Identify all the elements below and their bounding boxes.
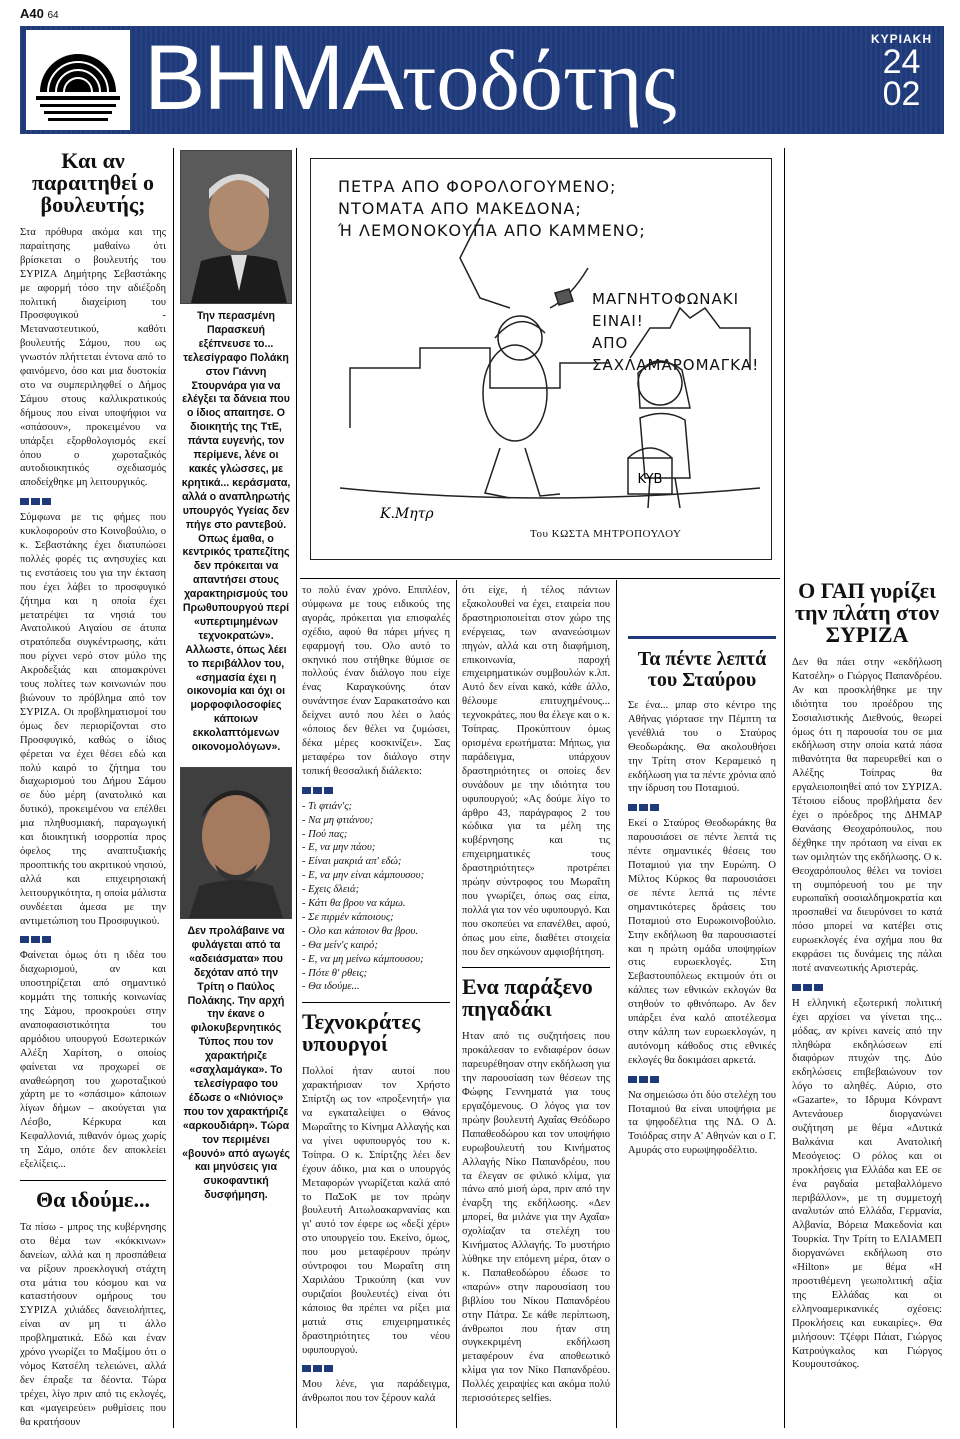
- column-rule: [456, 580, 457, 1428]
- article-paragraph: Να σημειώσω ότι δύο στελέχη του Ποταμιού θα είναι υποψήφια με τα ψηφοδέλτια της ΝΔ. Ο Δ. Τσιόδρας στην Α' Αθηνών και ο Γ. Αμυράς στο ευρωψηφοδέλτιο.: [628, 1089, 776, 1157]
- portrait-icon: [181, 151, 291, 303]
- portrait-icon: [181, 768, 291, 918]
- column-rule: [784, 148, 785, 1428]
- column-left: [20, 150, 166, 1430]
- article-paragraph: Σε ένα... μπαρ στο κέντρο της Αθήνας γιόρτασε την Πέμπτη τα γενέθλιά του ο Σταύρος Θεοδωράκης. Θα ακολουθήσει την Τρίτη στον Κεραμεικό η εκδήλωση για τα πέντε χρόνια από την ίδρυση του Ποταμιού.: [628, 700, 776, 795]
- column-rule: [173, 148, 174, 1428]
- article-heading: Ο ΓΑΠ γυρίζει την πλάτη στον ΣΥΡΙΖΑ: [794, 578, 940, 647]
- portrait-photo: [180, 150, 292, 304]
- masthead: [20, 26, 944, 134]
- masthead-title: ΒΗΜΑτοδότης: [144, 27, 677, 129]
- portrait-photo: [180, 767, 292, 919]
- section-separator: [302, 787, 450, 794]
- article-heading: Ενα παράξενο πηγαδάκι: [462, 974, 593, 1022]
- section-separator: [302, 1365, 450, 1372]
- article-heading: Τα πέντε λεπτά του Σταύρου: [628, 636, 776, 699]
- section-separator: [628, 1076, 776, 1083]
- article-heading: Και αν παραιτηθεί ο βουλευτής;: [31, 148, 155, 217]
- article-paragraph: ότι είχε, ή τέλος πάντων εξακολουθεί να έχει, εταιρεία που δραστηριοποιείται στον χώρο της ενέργειας, των ανανεώσιμων πηγών, αλλά και στη διαφήμιση, επικοινωνία, παροχή επιχειρηματικών συμβουλών κ.λπ. Αυτό δεν είναι κακό, κάθε άλλο, θέλουμε επιτυχημένους... τεχνοκράτες, που θα έλεγε και ο κ. Τσίπρας. Προκύπτουν όμως ορισμένα ερωτήματα: Μήπως, για παράδειγμα, υπάρχουν δραστηριότητες οι οποίες δεν συνάδουν με την ιδιότητα του υφυπουργού; «Ας δούμε λίγο το άρθρο 43, παράγραφος 2 του κώδικα για τα μέλη της κυβέρνησης και τις επιχειρηματικές τους δραστηριότητες» προτρέπει πρώην σύντροφος του Μωραΐτη που γνωρίζει, όπως σας είπα, πολλά για τον νέο υφυπουργό. Και που σκοπεύει να επανέλθει, αφού, όπως μου είπε, διαθέτει στοιχεία που δεν σηκώνουν αμφισβήτηση.: [462, 585, 610, 958]
- article-paragraph: Φαίνεται όμως ότι η ιδέα του διαχωρισμού, αν και υποστηρίζεται από σημαντικό κομμάτι της τοπικής κοινωνίας της Σάμου, προσκρούει στην αναποφασιστικότητα του αρμόδιου υπουργού Εσωτερικών Αλέξη Χαρίτση, ο οποίος φαίνεται να προχωρεί σε αναθεώρηση του χωροταξικού χάρτη με το «σπάσιμο» κάποιων λίγων δήμων – ακούγεται για Λέσβο, Κέρκυρα και Κεφαλλονιά, πιθανόν όμως χωρίς τη Σάμο, οπότε δεν αποκλείει εξελίξεις...: [20, 950, 166, 1170]
- article-paragraph: Μου λένε, για παράδειγμα, άνθρωποι που τον ξέρουν καλά: [302, 1379, 450, 1405]
- article-paragraph: το πολύ έναν χρόνο. Επιπλέον, σύμφωνα με τους ειδικούς της αγοράς, πρόκειται για επισφαλές σχέδιο, αφού θα πάρει μήνες η εφαρμογή του. Ολο αυτό το σκηνικό που στήθηκε θύμισε σε πολλούς έναν διάλογο που είχε ένας Καραγκούνης όταν συνάντησε έναν Σαρακατσάνο και δείχνει αυτό που λέει ο λαός «όποιος δεν θέλει να ζυμώσει, δέκα μέρες κοσκινίζει». Σας μεταφέρω τον διάλογο στην τοπική θεσσαλική διάλεκτο:: [302, 585, 450, 777]
- sidebar-column: [180, 150, 292, 1203]
- article-paragraph: Πολλοί ήταν αυτοί που χαρακτήρισαν τον Χρήστο Σπίρτζη ως τον «προξενητή» για να εγκαταλείψει ο Θάνος Μωραΐτης το Κίνημα Αλλαγής και να γίνει υφυπουργός του κ. Τσίπρα. Ο κ. Σπίρτζης λέει δεν έχουν άδικο, μια και ο υπουργός Μεταφορών γνωρίζεται καλά από το ΠαΣοΚ με τον πρώην βουλευτή Αιτωλοακαρνανίας και γι' αυτό τον έφερε ως «δεξί χέρι» στο υπουργείο του. Εκείνο, όμως, που μου μεταφέρουν πρώην σύντροφοι του Μωραΐτη στη Χαριλάου Τρικούπη (και νυν συριζαίοι βουλευτές) είναι ότι κάποιος θα πρέπει να ρίξει μια ματιά στις επιχειρηματικές δραστηριότητες του νέου υφυπουργού.: [302, 1066, 450, 1356]
- cartoon: [300, 150, 780, 575]
- page-number: A40 64: [20, 6, 59, 21]
- column-rule: [296, 148, 297, 1428]
- cartoon-drawing-icon: [310, 158, 770, 558]
- cartoon-bottom-rule: [300, 578, 780, 579]
- column-center-left: [302, 584, 450, 1406]
- sidebar-text: Δεν προλάβαινε να φυλάγεται από τα «αδειάσματα» που δεχόταν από την Τρίτη ο Παύλος Πολάκης. Την αρχή την έκανε ο φιλοκυβερνητικός Τύπος που τον χαρακτήριζε «σαχλαμάγκα». Το τελεσίγραφο του έδωσε ο «Νιόνιος» που τον χαρακτήριζε «αρκουδιάρη». Τώρα τον περιμένει «βουνό» από αγωγές και μηνύσεις για συκοφαντική δυσφήμηση.: [182, 925, 290, 1202]
- article-paragraph: Στα πρόθυρα ακόμα και της παραίτησης μαθαίνω ότι βρίσκεται ο βουλευτής του ΣΥΡΙΖΑ Δημήτρης Σεβαστάκης με αφορμή τόσο την αδιέξοδη πολιτική διαχείριση του Προσφυγικού - Μεταναστευτικού, καθότι βουλευτής Σάμου, που ως γνωστόν πλήττεται έντονα από το φαινόμενο, όσο και μια δυστοκία στο να συμπεριληφθεί ο Δήμος Σάμου στους καλλικρατικούς δήμους που είναι υποψήφιοι να «σπάσουν», προκειμένου να υπάρξει εξορθολογισμός εκεί όπου ο χωροταξικός αυτοδιοικητικός σχεδιασμός αποδείχθηκε μη λειτουργικός.: [20, 227, 166, 489]
- section-separator: [20, 936, 166, 943]
- article-paragraph: Τα πίσω - μπρος της κυβέρνησης στο θέμα των «κόκκινων» δανείων, αλλά και η προσπάθεια να ρίξουν προεκλογική στάχτη στα μάτια του κόσμου και να καταστήσουν ομήρους του ΣΥΡΙΖΑ χιλιάδες δανειολήπτες, είναι αν μη τι άλλο προβληματικά. Εδώ και έναν χρόνο γνωρίζει το Μαξίμου ότι ο νόμος Κατσέλη τελειώνει, αλλά δεν έπραξε τα δέοντα. Τώρα τρέχει, λίγο πριν από τις εκλογές, και «μαγειρεύει» ρυθμίσεις που θα κρατήσουν: [20, 1221, 166, 1428]
- sidebar-text: Την περασμένη Παρασκευή εξέπνευσε το... τελεσίγραφο Πολάκη στον Γιάννη Στουρνάρα για να ελέγξει τα δάνεια που ο ίδιος απαιτησε. Ο διοικητής της ΤτΕ, πάντα ευγενής, τον περίμενε, λένε οι κακές γλώσσες, με κρητικά... κεράσματα, αλλά ο αναπληρωτής υπουργός Υγείας δεν πήγε στο ραντεβού. Οπως έμαθα, ο κεντρικός τραπεζίτης δεν πρόκειται να απαντήσει στους χαρακτηρισμούς του Πρωθυπουργού περί «υπερτιμημένων τεχνοκρατών». Αλλωστε, όπως λέει το περιβάλλον του, «σημασία έχει η οικονομία και όχι οι μορφοφιλοσοφίες κάποιων εκκολαπτόμενων οικονομολόγων».: [181, 310, 291, 754]
- article-paragraph: Σύμφωνα με τις φήμες που κυκλοφορούν στο Κοινοβούλιο, ο κ. Σεβαστάκης έχει διατυπώσει πολλές φορές τις ανησυχίες και τις ενστάσεις του για την έκταση που έχει λάβει το προσφυγικό ζήτημα και η οποία έχει μετατρέψει τα νησιά του Ανατολικού Αιγαίου σε άτυπα στρατόπεδα συγκέντρωσης, κάτι που ρίχνει νερό στον μύλο της Ακροδεξιάς και απομακρύνει τους πολίτες των κοινωνιών που βιώνουν το πρόβλημα από τον ΣΥΡΙΖΑ. Οι προβληματισμοί του όμως δεν περιορίζονται στο Προσφυγικό, καθώς ο ίδιος φέρεται να έχει θέσει εδώ και πολύ καιρό το ζήτημα του διαχωρισμού του Δήμου Σάμου σε δύο μέρη (ανατολικό και δυτικό), προκειμένου να επέλθει μια πληθυσμιακή, παραγωγική και διοικητική ισορροπία προς όφελος της αναπτυξιακής προοπτικής του ακριτικού νησιού, αλλά και επιχειρησιακή λειτουργικότητα, η οποία μάλιστα συνδέεται άμεσα με την αντιμετώπιση του Προσφυγικού.: [20, 512, 166, 927]
- column-boxed: [628, 636, 776, 1158]
- article-heading: Θα ιδούμε...: [36, 1186, 150, 1212]
- publisher-logo-icon: [26, 30, 130, 130]
- cartoon-caption: ΠΕΤΡΑ ΑΠΟ ΦΟΡΟΛΟΓΟΥΜΕΝΟ; ΝΤΟΜΑΤΑ ΑΠΟ ΜΑΚΕΔΟΝΑ; Ή ΛΕΜΟΝΟΚΟΥΠΑ ΑΠΟ ΚΑΜΜΕΝΟ;: [338, 177, 646, 240]
- article-paragraph: Δεν θα πάει στην «εκδήλωση Κατσέλη» ο Γιώργος Παπανδρέου. Αν και προσκλήθηκε με την ιδιότητα του προέδρου της Σοσιαλιστικής Διεθνούς, θεωρεί όμως ότι η παρουσία του σε μια εκδήλωση στην οποία κατά πάσα πιθανότητα θα παρευρεθεί και ο Αλέξης Τσίπρας θα εργαλειοποιηθεί από τον ΣΥΡΙΖΑ. Τέτοιου είδους προβλήματα δεν έχει ο πρόεδρος της ΔΗΜΑΡ Θανάσης Θεοχαρόπουλος, που δέχθηκε την πρόταση να είναι εκ των ομιλητών της εκδήλωσης. Ο κ. Θεοχαρόπουλος θέλει να τονίσει τη συμπόρευσή του με την ευρωπαϊκή σοσιαλδημοκρατία και προσπαθεί να διευρύνσει το κατά πόσο μπορεί να κατέβει στις ευρωεκλογές ένα σχήμα που θα εκφράσει τις δυνάμεις της πάλαι ποτέ ανανεωτικής Αριστεράς.: [792, 657, 942, 974]
- cartoon-credit: Του ΚΩΣΤΑ ΜΗΤΡΟΠΟΥΛΟΥ: [530, 528, 682, 540]
- column-center-right: [462, 584, 610, 1406]
- column-right: [792, 580, 942, 1372]
- column-rule: [616, 580, 617, 1428]
- section-separator: [628, 804, 776, 811]
- bag-label: KYB: [637, 472, 663, 487]
- issue-date: ΚΥΡΙΑΚΗ 24 02: [870, 32, 932, 113]
- article-paragraph: Η ελληνική εξωτερική πολιτική έχει αρχίσει να γίνεται της... μόδας, αν κρίνει κανείς από την πληθώρα εκδηλώσεων επί διαφόρων πτυχών της. Δύο εκδηλώσεις επιβεβαιώνουν τον λόγο το αληθές. Αύριο, στο «Gazarte», το Ιδρυμα Κόνραντ Αντενάουερ διοργανώνει συζήτηση με θέμα «Δυτικά Βαλκάνια και Ανατολική Μεσόγειος: Ο ρόλος και οι προκλήσεις για Ελλάδα και ΕΕ σε ένα ραγδαία μεταβαλλόμενο περιβάλλον», με τη συμμετοχή αναλυτών από Ελλάδα, Γερμανία, Αλβανία, Βόρεια Μακεδονία και Τουρκία. Την Τρίτη το ΕΛΙΑΜΕΠ διοργανώνει εκδήλωση στο «Hilton» με θέμα «Η προστιθέμενη γεωπολιτική αξία της Ελλάδας και οι ελληνοαμερικανικές σχέσεις: Προκλήσεις και ευκαιρίες». Θα μιλήσουν: Τζέφρι Πάιατ, Γιώργος Κατρούγκαλος και Γιώργος Κουμουτσάκος.: [792, 997, 942, 1371]
- dialogue-list: - Τι φτιάν'ς; - Να μη φτιάνου; - Πού πας; - Ε, να μην πάου; - Είναι μακριά απ' εδώ; - Ε, να μην είναι κάμπουσου; - Εχεις δλειά; - Κάτι θα βρου να κάμω. - Σε πιρμέν κάποιους; - Ολο και κάποιον θα βρου. - Θα μείν'ς καιρό; - Ε, να μη μείνω κάμπουσου; - Πότε θ' ρθεις; - Θα ιδούμε...: [302, 800, 425, 993]
- cartoonist-signature: Κ.Μητρ: [380, 506, 434, 522]
- section-separator: [20, 498, 166, 505]
- speech-bubble: ΜΑΓΝΗΤΟΦΩΝΑΚΙ ΕΙΝΑΙ! ΑΠΟ ΣΑΧΛΑΜΑΡΟΜΑΓΚΑ!: [592, 290, 760, 374]
- article-heading: Τεχνοκράτες υπουργοί: [302, 1009, 421, 1057]
- article-paragraph: Εκεί ο Σταύρος Θεοδωράκης θα παρουσιάσει σε πέντε λεπτά τις πέντε σημαντικές θέσεις του Ποταμιού για την Ευρώπη. Ο Μίλτος Κύρκος θα παρουσιάσει σε πέντε λεπτά τις πέντε σημαντικότερες δράσεις του Ποταμιού στο Ευρωκοινοβούλιο. Στην εκδήλωση θα παρουσιαστεί και η πρώτη ομάδα υποψηφίων στις ευρωεκλογές. Στη Σεβαστουπόλεως εκτιμούν ότι οι κάλπες των εθνικών εκλογών θα στηθούν το φθινόπωρο. Αν δεν υπάρξει ένα καλό αποτέλεσμα στην κάλπη των ευρωεκλογών, η αυτόνομη κάθοδος στις εθνικές εκλογές θα δοκιμάσει αρκετά.: [628, 818, 776, 1066]
- section-separator: [792, 984, 942, 991]
- article-paragraph: Ηταν από τις συζητήσεις που προκάλεσαν το ενδιαφέρον όσων παρευρέθησαν στην εκδήλωση για την παρουσίαση των θέσεων της Φώφης Γεννηματά για τους εργαζόμενους. Ο λόγος για τον πρώην βουλευτή Αχαΐας Θεόδωρο Παπαθεοδώρου και τον υποψήφιο ευρωβουλευτή του Κινήματος Αλλαγής Νίκο Παπανδρέου, που τα έλεγαν σε φιλικό κλίμα, για πάνω από μισή ώρα, πριν από την έναρξη της εκδήλωσης. «Δεν μπορεί, θα μιλάνε για την Αχαΐα» σχολίαζαν τα στελέχη του Κινήματος Αλλαγής. Το μυστήριο λύθηκε την επόμενη μέρα, όταν ο κ. Παπαθεοδώρου έδωσε το «παρών» στην παρουσίαση του βιβλίου του Νίκου Παπανδρέου στην Πάτρα. Σε κάθε περίπτωση, άνθρωποι που ήταν στη συγκεκριμένη εκδήλωση μεταφέρουν ένα αποθεωτικό κλίμα για τον Νίκο Παπανδρέου. Πολλές χειραψίες και ακόμα πολύ περισσότερες selfies.: [462, 1031, 610, 1405]
